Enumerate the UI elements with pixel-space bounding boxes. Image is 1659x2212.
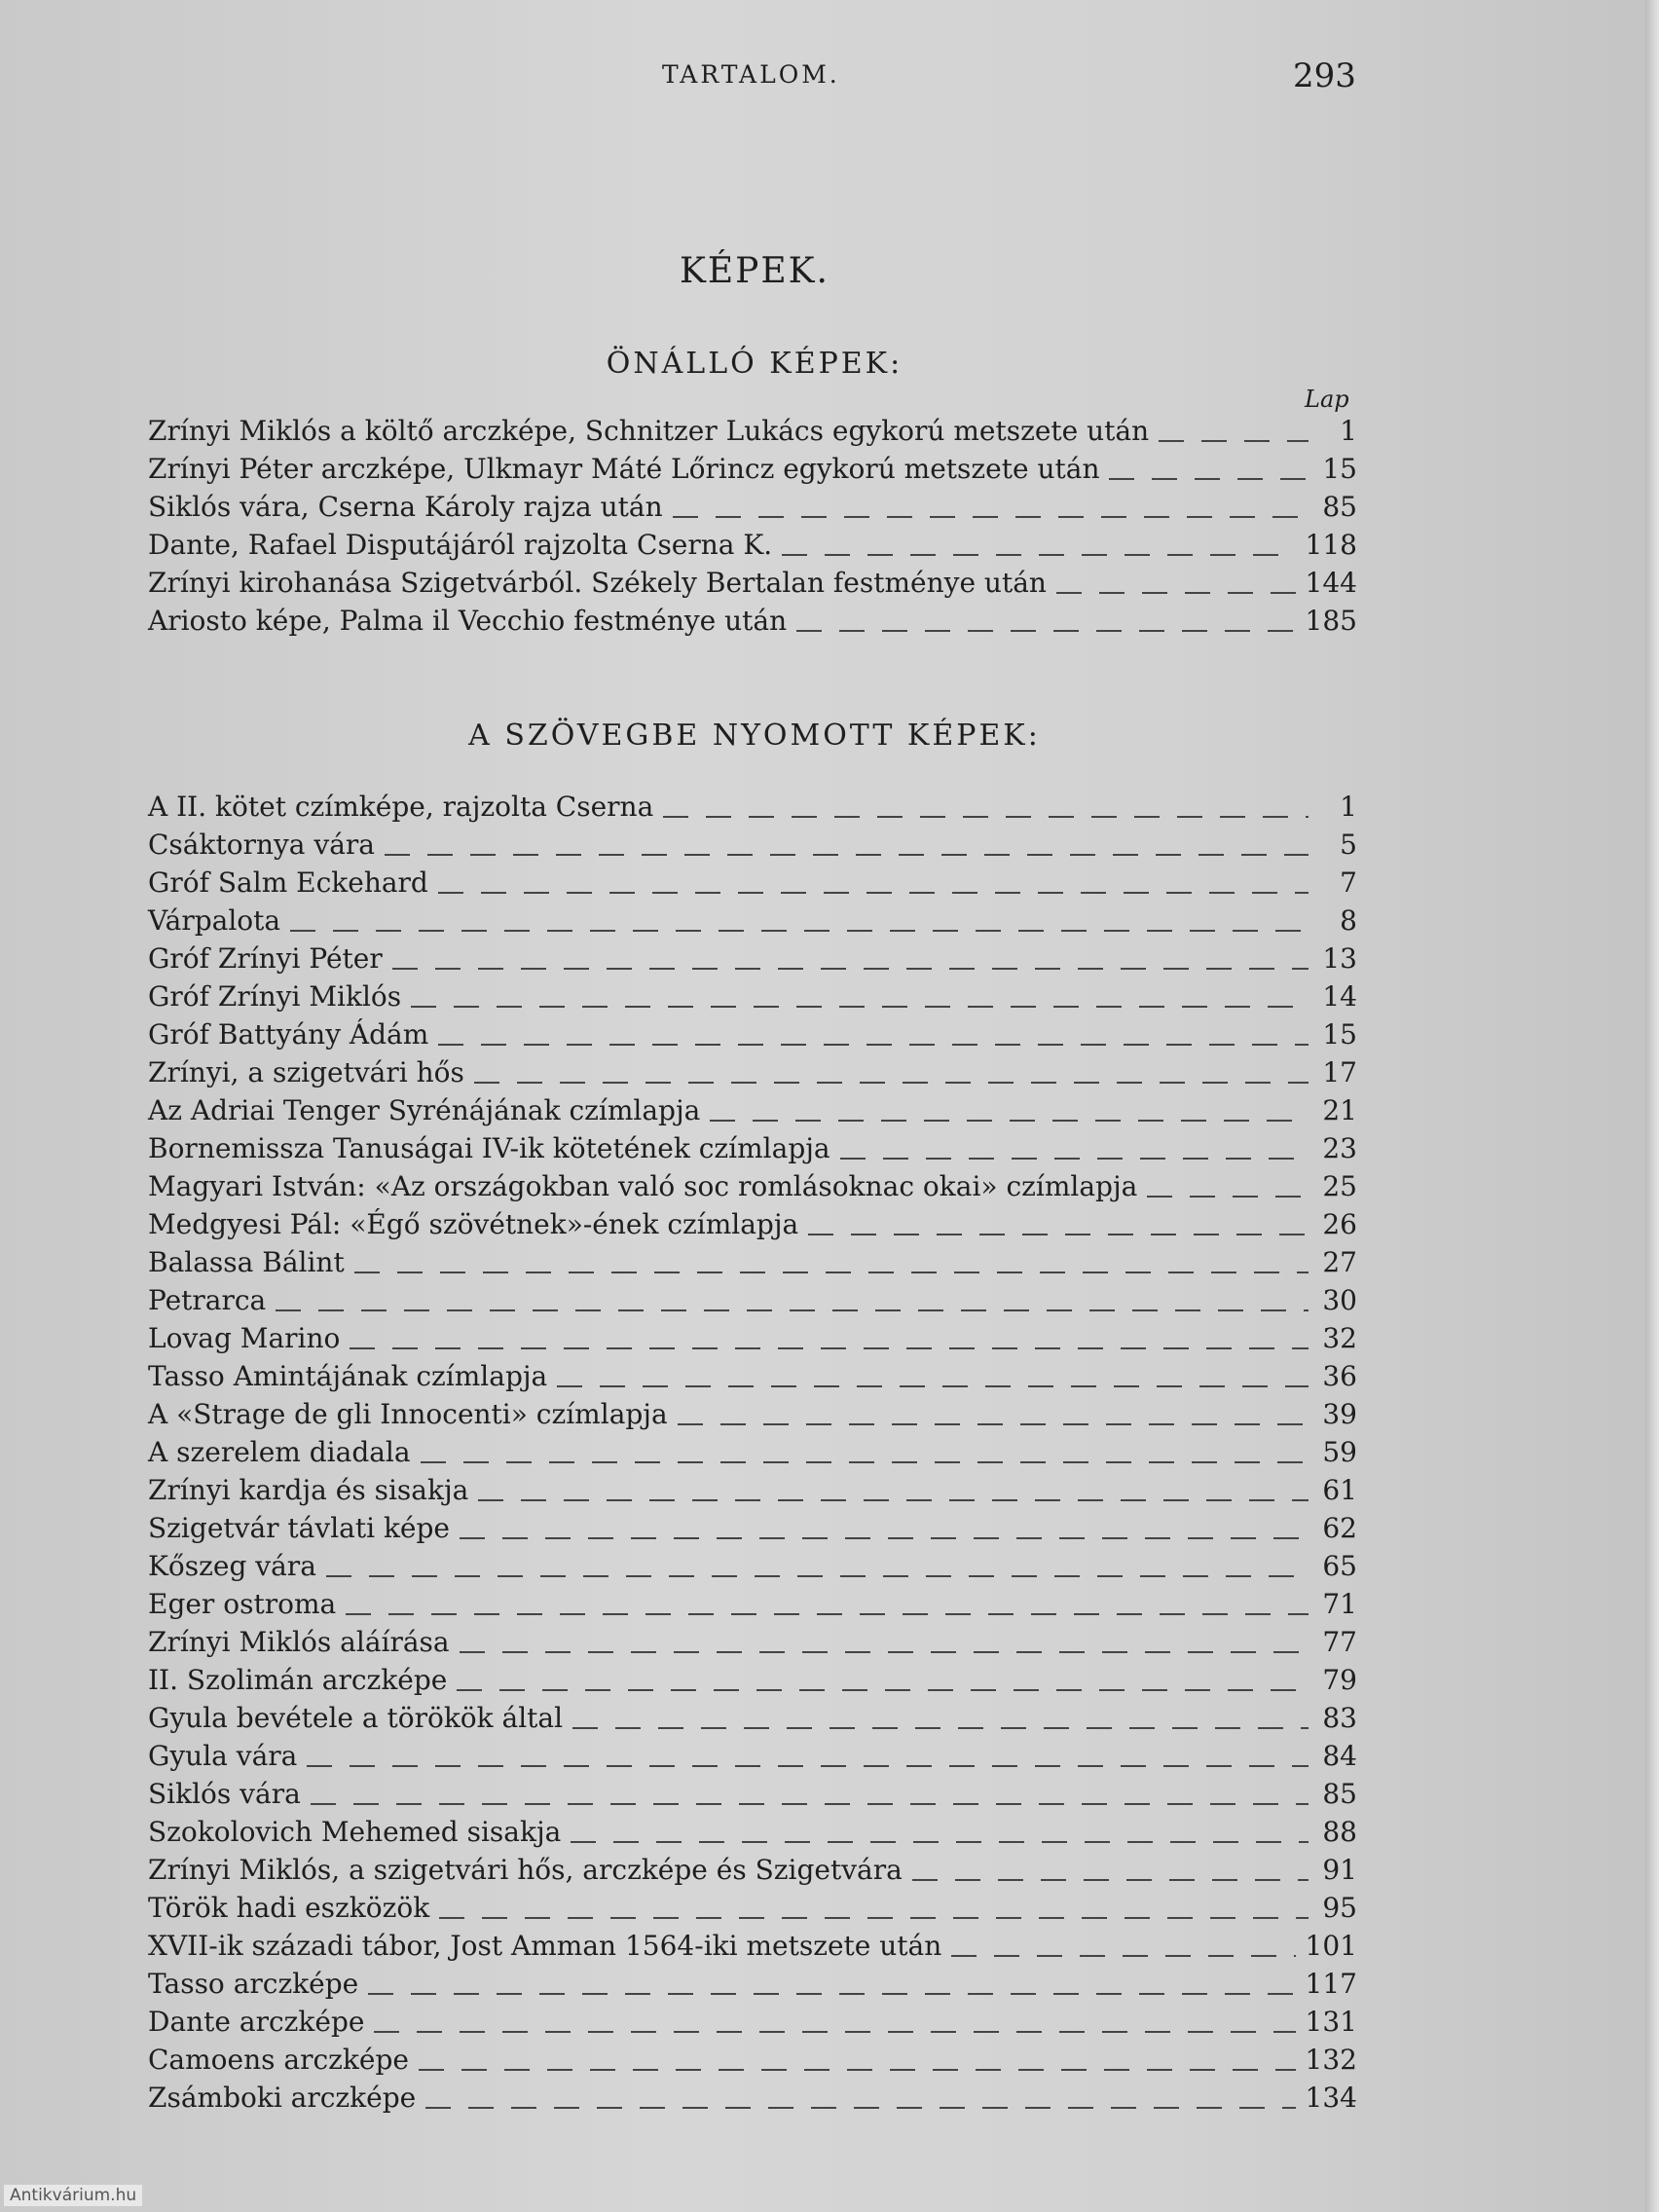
page-number: 293 — [1293, 56, 1356, 95]
toc-entry-title: Dante, Rafael Disputájáról rajzolta Cserna K. — [148, 529, 773, 561]
toc-entry-title: Bornemissza Tanuságai IV-ik kötetének czímlapja — [148, 1132, 830, 1164]
toc-entry — [148, 1208, 1357, 1246]
toc-entry-page: 14 — [1322, 980, 1357, 1013]
toc-entry-page: 39 — [1322, 1398, 1357, 1430]
toc-entry — [148, 1322, 1357, 1360]
toc-entry-page: 95 — [1322, 1892, 1357, 1924]
toc-entry — [148, 1474, 1357, 1512]
toc-entry-title: Gyula vára — [148, 1740, 298, 1772]
toc-entry-page: 134 — [1305, 2082, 1357, 2114]
toc-entry — [148, 1854, 1357, 1892]
toc-entry-page: 15 — [1322, 1018, 1357, 1051]
toc-entry-page: 83 — [1322, 1702, 1357, 1734]
dot-leader — [425, 2107, 1295, 2109]
toc-standalone-pictures — [148, 415, 1357, 643]
section-heading-in-text: A SZÖVEGBE NYOMOTT KÉPEK: — [468, 719, 1041, 753]
toc-entry-title: Gróf Battyány Ádám — [148, 1018, 429, 1051]
dot-leader — [311, 1803, 1309, 1805]
dot-leader — [571, 1841, 1309, 1843]
dot-leader — [474, 1082, 1309, 1084]
dot-leader — [326, 1575, 1309, 1577]
toc-entry-page: 131 — [1305, 2006, 1357, 2038]
dot-leader — [1159, 440, 1309, 442]
toc-entry-title: Várpalota — [148, 904, 281, 937]
toc-entry-page: 118 — [1305, 529, 1357, 561]
toc-entry-page: 85 — [1322, 1778, 1357, 1810]
toc-entry-page: 21 — [1322, 1094, 1357, 1126]
toc-entry — [148, 866, 1357, 904]
toc-entry — [148, 529, 1357, 567]
dot-leader — [1056, 592, 1296, 594]
toc-entry — [148, 980, 1357, 1018]
toc-entry-page: 15 — [1322, 453, 1357, 485]
dot-leader — [421, 1461, 1309, 1463]
dot-leader — [951, 1955, 1295, 1957]
toc-entry — [148, 1094, 1357, 1132]
dot-leader — [808, 1234, 1309, 1235]
dot-leader — [663, 816, 1309, 818]
toc-entry-page: 30 — [1322, 1284, 1357, 1316]
toc-entry — [148, 1664, 1357, 1702]
toc-entry — [148, 1512, 1357, 1550]
toc-entry-title: Gyula bevétele a törökök által — [148, 1702, 564, 1734]
dot-leader — [438, 892, 1309, 894]
dot-leader — [478, 1499, 1309, 1501]
dot-leader — [307, 1765, 1309, 1767]
toc-entry-page: 91 — [1322, 1854, 1357, 1886]
toc-entry-title: Csáktornya vára — [148, 829, 375, 861]
dot-leader — [290, 930, 1309, 932]
dot-leader — [460, 1537, 1309, 1539]
toc-entry-title: Dante arczképe — [148, 2006, 365, 2038]
toc-entry-title: Tasso arczképe — [148, 1968, 359, 2000]
toc-entry-page: 32 — [1322, 1322, 1357, 1354]
dot-leader — [385, 854, 1309, 856]
toc-entry-page: 36 — [1322, 1360, 1357, 1392]
toc-entry — [148, 2082, 1357, 2120]
dot-leader — [673, 516, 1309, 518]
watermark: Antikvárium.hu — [4, 2185, 142, 2206]
dot-leader — [419, 2069, 1296, 2071]
toc-entry-title: XVII-ik századi tábor, Jost Amman 1564-iki metszete után — [148, 1930, 942, 1962]
dot-leader — [796, 630, 1295, 632]
toc-entry-title: Zrínyi Miklós a költő arczképe, Schnitzer Lukács egykorú metszete után — [148, 415, 1150, 447]
toc-entry — [148, 942, 1357, 980]
toc-entry-title: Szigetvár távlati képe — [148, 1512, 450, 1544]
toc-entry-title: Magyari István: «Az országokban való soc romlásoknac okai» czímlapja — [148, 1170, 1138, 1202]
page-edge — [1645, 0, 1659, 2212]
dot-leader — [392, 968, 1309, 970]
dot-leader — [374, 2031, 1295, 2033]
toc-entry — [148, 605, 1357, 643]
toc-entry — [148, 1018, 1357, 1056]
toc-entry-page: 101 — [1305, 1930, 1357, 1962]
toc-entry-title: Gróf Salm Eckehard — [148, 866, 428, 899]
toc-entry — [148, 415, 1357, 453]
toc-entry-page: 62 — [1322, 1512, 1357, 1544]
toc-entry-title: Medgyesi Pál: «Égő szövétnek»-ének czímlapja — [148, 1208, 799, 1240]
toc-entry — [148, 1588, 1357, 1626]
toc-entry-title: Gróf Zrínyi Miklós — [148, 980, 402, 1013]
page-column-label: Lap — [1305, 386, 1349, 413]
toc-entry-page: 84 — [1322, 1740, 1357, 1772]
toc-entry — [148, 1740, 1357, 1778]
section-heading-standalone: ÖNÁLLÓ KÉPEK: — [606, 347, 903, 381]
toc-entry — [148, 2006, 1357, 2044]
toc-entry-title: A szerelem diadala — [148, 1436, 411, 1468]
toc-entry — [148, 1246, 1357, 1284]
toc-entry-title: Zrínyi kirohanása Szigetvárból. Székely Bertalan festménye után — [148, 567, 1047, 599]
toc-entry-page: 27 — [1322, 1246, 1357, 1278]
dot-leader — [557, 1385, 1309, 1387]
dot-leader — [912, 1879, 1309, 1881]
toc-entry-title: Zrínyi, a szigetvári hős — [148, 1056, 464, 1088]
toc-entry-page: 117 — [1305, 1968, 1357, 2000]
running-head: TARTALOM. — [662, 60, 840, 89]
dot-leader — [710, 1120, 1309, 1122]
toc-entry — [148, 2044, 1357, 2082]
toc-entry-page: 77 — [1322, 1626, 1357, 1658]
toc-entry-title: Ariosto képe, Palma il Vecchio festménye után — [148, 605, 788, 637]
toc-entry-title: Zsámboki arczképe — [148, 2082, 417, 2114]
toc-entry — [148, 1816, 1357, 1854]
toc-entry — [148, 1284, 1357, 1322]
dot-leader — [354, 1272, 1309, 1273]
toc-entry — [148, 829, 1357, 866]
toc-entry-title: Zrínyi Péter arczképe, Ulkmayr Máté Lőrincz egykorú metszete után — [148, 453, 1100, 485]
toc-entry-title: A II. kötet czímképe, rajzolta Cserna — [148, 791, 654, 823]
toc-entry — [148, 1778, 1357, 1816]
toc-entry-page: 144 — [1305, 567, 1357, 599]
toc-entry-page: 25 — [1322, 1170, 1357, 1202]
toc-entry — [148, 1550, 1357, 1588]
toc-entry-title: Zrínyi Miklós aláírása — [148, 1626, 450, 1658]
dot-leader — [438, 1044, 1309, 1046]
toc-entry-page: 71 — [1322, 1588, 1357, 1620]
toc-entry — [148, 904, 1357, 942]
toc-entry-title: Lovag Marino — [148, 1322, 341, 1354]
dot-leader — [678, 1423, 1309, 1425]
toc-entry-title: Gróf Zrínyi Péter — [148, 942, 383, 975]
toc-entry — [148, 1626, 1357, 1664]
toc-entry — [148, 1056, 1357, 1094]
toc-entry-title: Zrínyi kardja és sisakja — [148, 1474, 469, 1506]
toc-entry-title: Petrarca — [148, 1284, 267, 1316]
dot-leader — [460, 1651, 1309, 1653]
toc-entry — [148, 791, 1357, 829]
toc-entry — [148, 1170, 1357, 1208]
toc-entry — [148, 453, 1357, 491]
toc-entry — [148, 491, 1357, 529]
dot-leader — [1147, 1196, 1309, 1198]
toc-entry-title: Siklós vára — [148, 1778, 301, 1810]
toc-entry-page: 1 — [1340, 791, 1357, 823]
toc-entry — [148, 1892, 1357, 1930]
toc-entry-page: 185 — [1305, 605, 1357, 637]
toc-entry-title: Balassa Bálint — [148, 1246, 345, 1278]
toc-entry-page: 23 — [1322, 1132, 1357, 1164]
toc-entry — [148, 567, 1357, 605]
dot-leader — [782, 554, 1295, 556]
toc-entry-page: 8 — [1340, 904, 1357, 937]
dot-leader — [368, 1993, 1295, 1995]
toc-entry-page: 17 — [1322, 1056, 1357, 1088]
toc-entry-title: Szokolovich Mehemed sisakja — [148, 1816, 562, 1848]
dot-leader — [346, 1613, 1309, 1615]
toc-entry — [148, 1436, 1357, 1474]
toc-entry-page: 59 — [1322, 1436, 1357, 1468]
dot-leader — [840, 1158, 1309, 1160]
dot-leader — [457, 1689, 1309, 1691]
toc-entry-title: Tasso Amintájának czímlapja — [148, 1360, 548, 1392]
toc-entry-page: 85 — [1322, 491, 1357, 523]
toc-entry-page: 61 — [1322, 1474, 1357, 1506]
toc-entry-page: 1 — [1340, 415, 1357, 447]
toc-in-text-pictures — [148, 791, 1357, 2120]
toc-entry-page: 13 — [1322, 942, 1357, 975]
toc-entry-title: Siklós vára, Cserna Károly rajza után — [148, 491, 663, 523]
dot-leader — [350, 1347, 1309, 1349]
toc-entry-title: Török hadi eszközök — [148, 1892, 430, 1924]
dot-leader — [276, 1309, 1309, 1311]
toc-entry — [148, 1968, 1357, 2006]
toc-entry — [148, 1702, 1357, 1740]
toc-entry — [148, 1132, 1357, 1170]
toc-entry-page: 5 — [1340, 829, 1357, 861]
toc-entry-page: 79 — [1322, 1664, 1357, 1696]
toc-entry — [148, 1930, 1357, 1968]
toc-entry-page: 65 — [1322, 1550, 1357, 1582]
dot-leader — [1109, 478, 1309, 480]
dot-leader — [439, 1917, 1309, 1919]
toc-entry-title: A «Strage de gli Innocenti» czímlapja — [148, 1398, 668, 1430]
toc-entry-page: 7 — [1340, 866, 1357, 899]
toc-entry-title: Zrínyi Miklós, a szigetvári hős, arczképe és Szigetvára — [148, 1854, 903, 1886]
toc-entry-title: Camoens arczképe — [148, 2044, 409, 2076]
toc-entry-page: 132 — [1305, 2044, 1357, 2076]
toc-entry-page: 88 — [1322, 1816, 1357, 1848]
dot-leader — [572, 1727, 1309, 1729]
toc-entry-title: II. Szolimán arczképe — [148, 1664, 448, 1696]
dot-leader — [411, 1006, 1309, 1008]
toc-entry-title: Az Adriai Tenger Syrénájának czímlapja — [148, 1094, 701, 1126]
toc-entry-page: 26 — [1322, 1208, 1357, 1240]
page-title: KÉPEK. — [679, 251, 830, 291]
toc-entry — [148, 1398, 1357, 1436]
toc-entry-title: Eger ostroma — [148, 1588, 337, 1620]
toc-entry — [148, 1360, 1357, 1398]
toc-entry-title: Kőszeg vára — [148, 1550, 316, 1582]
